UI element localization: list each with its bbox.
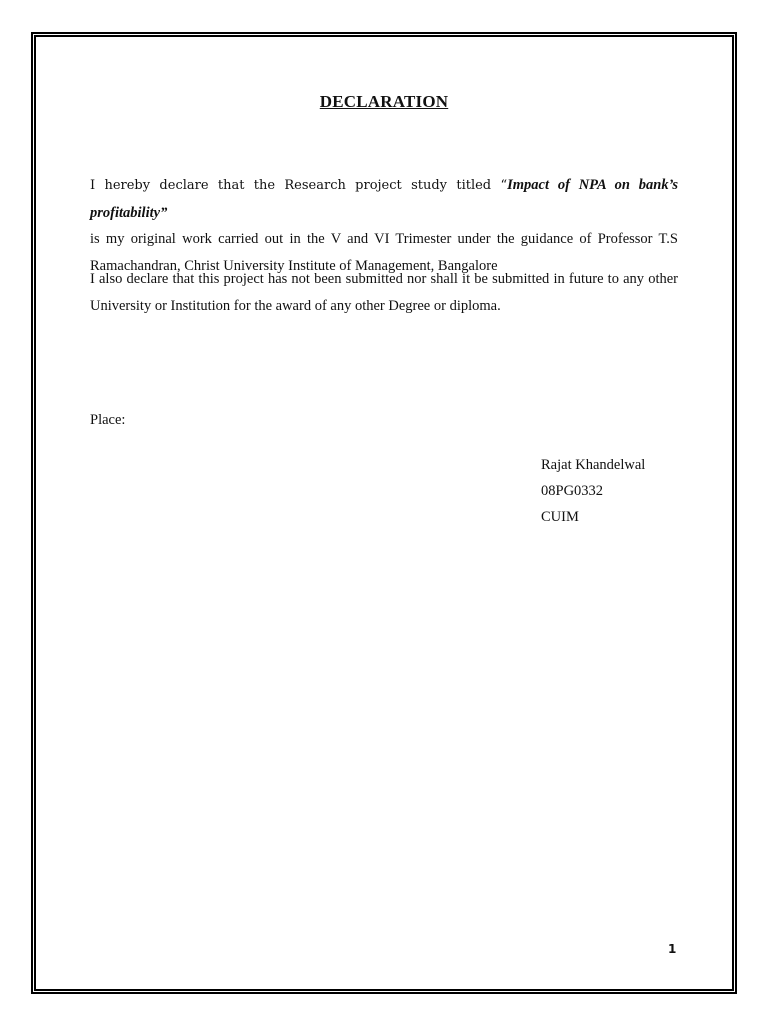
signer-name: Rajat Khandelwal bbox=[541, 457, 646, 473]
page-number: 1 bbox=[668, 942, 677, 956]
signature-block bbox=[541, 452, 645, 530]
paragraph-1-rest: is my original work carried out in the V and VI Trimester under the guidance of Professor T.S Ramachandran, Christ University Institute of Management, Bangalore bbox=[90, 231, 678, 274]
paragraph-1-lead: I hereby declare that the Research project study titled “ bbox=[90, 178, 508, 193]
signer-id: 08PG0332 bbox=[541, 483, 604, 499]
project-title-close-quote: ” bbox=[160, 204, 168, 221]
declaration-paragraph-2: I also declare that this project has not been submitted nor shall it be submitted in future to any other University or Institution for the award of any other Degree or diploma. bbox=[90, 271, 678, 314]
place-label: Place: bbox=[90, 412, 126, 428]
declaration-paragraph-1 bbox=[90, 172, 678, 279]
paragraph-1-first-line bbox=[90, 172, 678, 226]
signer-institution: CUIM bbox=[541, 509, 579, 525]
project-title: Impact of NPA on bank’s profitability bbox=[90, 177, 678, 221]
page-title: DECLARATION bbox=[319, 92, 449, 111]
